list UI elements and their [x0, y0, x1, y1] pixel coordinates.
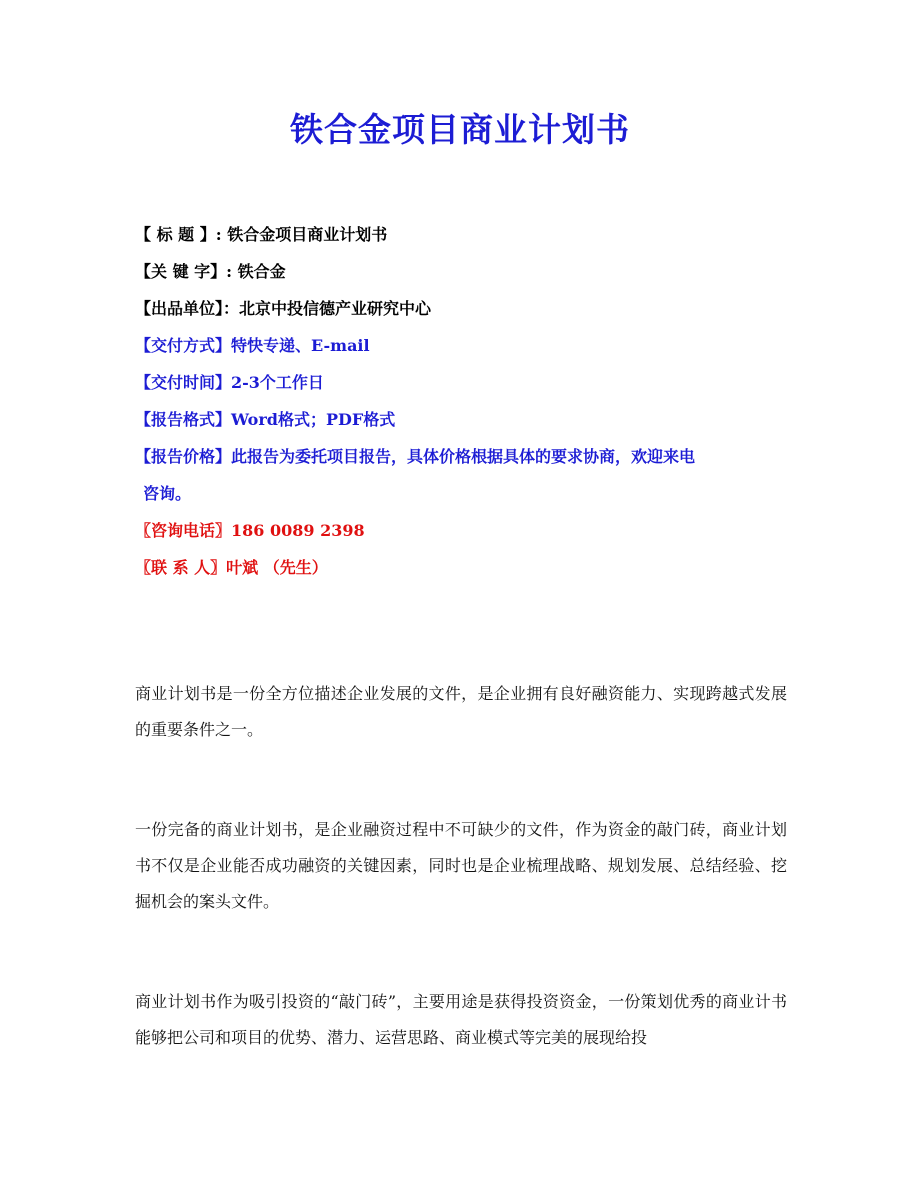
meta-delivery-method-line: 【交付方式】特快专递、E-mail: [135, 336, 370, 355]
meta-report-price-continuation: 咨询。: [143, 484, 192, 503]
meta-keywords-line: 【关 键 字】: 铁合金: [135, 262, 286, 281]
meta-report-format-line: 【报告格式】Word格式；PDF格式: [135, 410, 396, 429]
body-paragraph-3: 商业计划书作为吸引投资的“敲门砖”，主要用途是获得投资资金，一份策划优秀的商业计书能够把公司和项目的优势、潜力、运营思路、商业模式等完美的展现给投: [135, 992, 787, 1047]
meta-contact-line: 〖联 系 人〗叶斌 （先生）: [135, 558, 328, 577]
body-paragraph-1: 商业计划书是一份全方位描述企业发展的文件，是企业拥有良好融资能力、实现跨越式发展的重要条件之一。: [135, 684, 787, 739]
meta-report-price: [135, 438, 795, 512]
body-paragraph-2: 一份完备的商业计划书，是企业融资过程中不可缺少的文件，作为资金的敲门砖，商业计划书不仅是企业能否成功融资的关键因素，同时也是企业梳理战略、规划发展、总结经验、挖掘机会的案头文件。: [135, 820, 787, 911]
meta-delivery-time-line: 【交付时间】2-3个工作日: [135, 373, 324, 392]
document-title: 铁合金项目商业计划书: [290, 110, 630, 149]
report-meta-block: [135, 216, 795, 586]
meta-publisher-line: 【出品单位】：北京中投信德产业研究中心: [135, 299, 432, 318]
meta-phone-line: 〖咨询电话〗186 0089 2398: [135, 521, 365, 540]
meta-title-line: 【 标 题 】: 铁合金项目商业计划书: [135, 225, 388, 244]
meta-report-price-line: 【报告价格】此报告为委托项目报告，具体价格根据具体的要求协商，欢迎来电: [135, 447, 696, 466]
